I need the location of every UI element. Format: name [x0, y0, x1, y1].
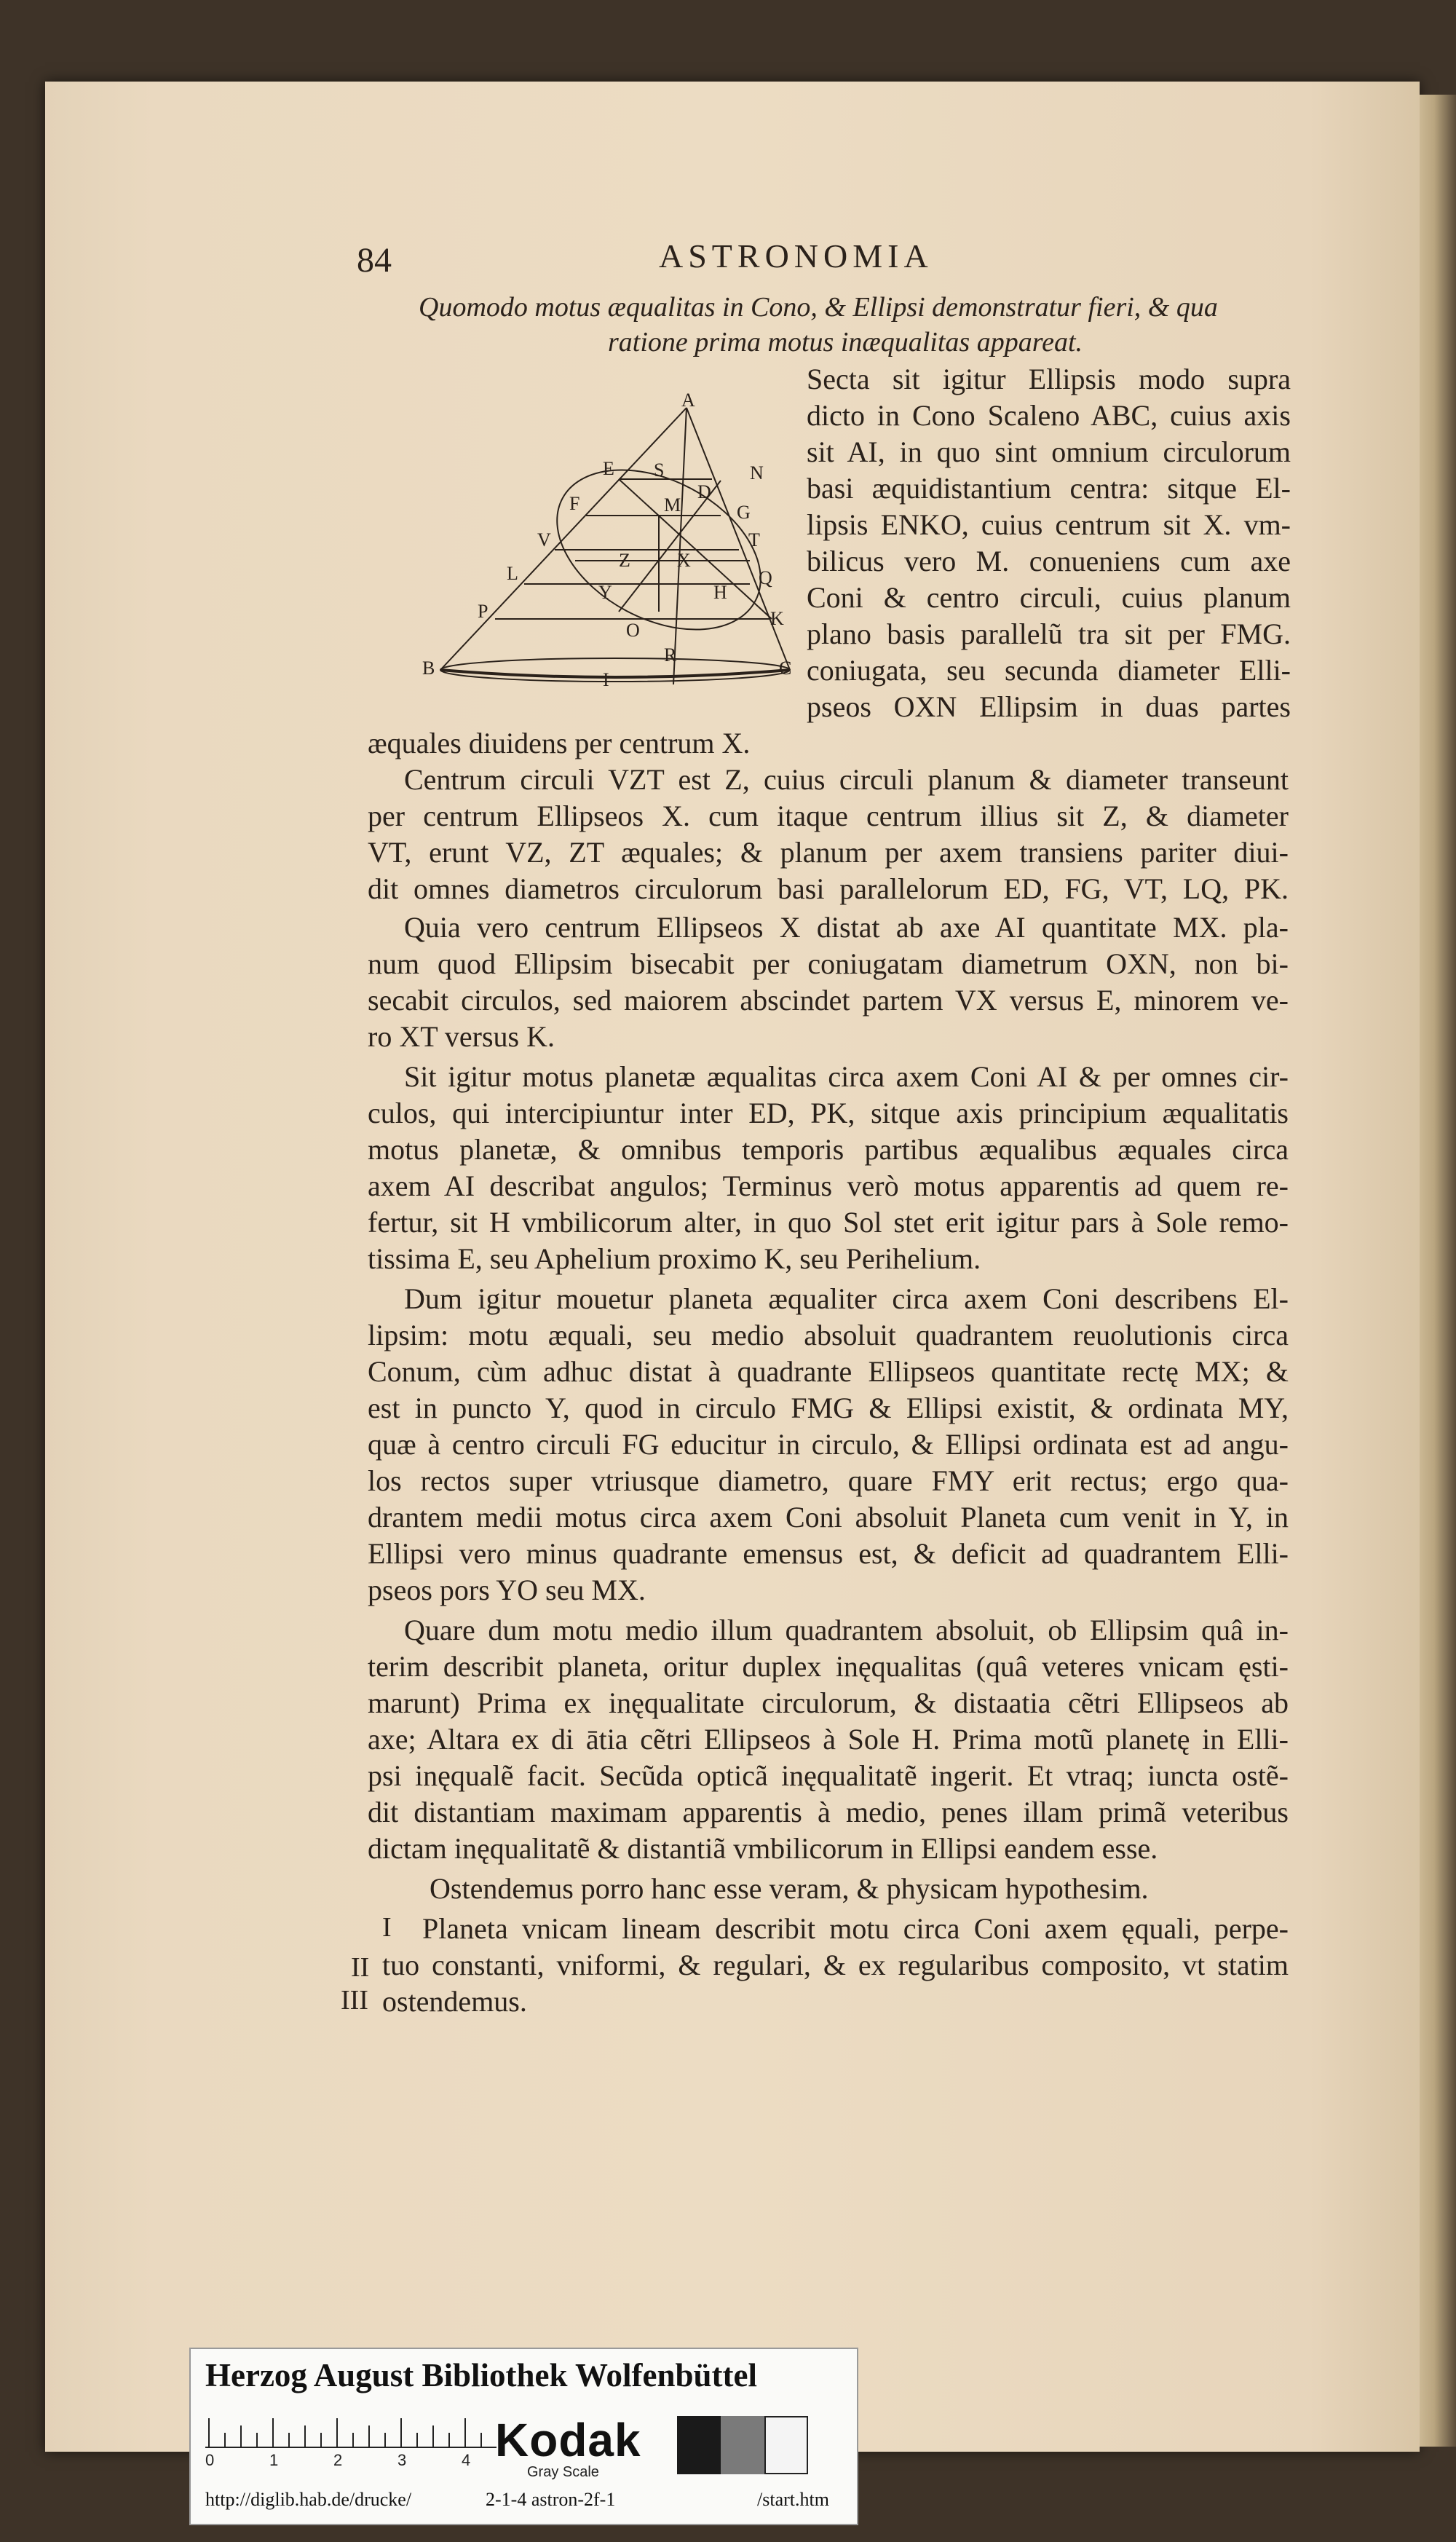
cone-axis	[673, 408, 687, 684]
text-line: secabit circulos, sed maiorem abscindet partem VX versus E, minorem ve-	[368, 984, 1289, 1017]
label-M: M	[664, 494, 681, 516]
text-line: lipsis ENKO, cuius centrum sit X. vm-	[807, 508, 1291, 541]
section-caption-line-1: Quomodo motus æqualitas in Cono, & Ellipsi demonstratur fieri, & qua	[419, 292, 1218, 323]
text-line: Quare dum motu medio illum quadrantem absoluit, ob Ellipsim quâ in-	[404, 1614, 1289, 1646]
ruler-numbers	[205, 2451, 496, 2473]
label-H: H	[713, 582, 727, 603]
text-line: coniugata, seu secunda diameter Elli-	[807, 654, 1291, 687]
text-line: pseos pors YO seu MX.	[368, 1574, 646, 1606]
library-name: Herzog August Bibliothek Wolfenbüttel	[205, 2357, 757, 2393]
text-line: lipsim: motu æquali, seu medio absoluit quadrantem reuolutionis circa	[368, 1319, 1289, 1351]
text-line: Dum igitur mouetur planeta æqualiter circa axem Coni describens El-	[404, 1282, 1289, 1315]
margin-number-2: II	[351, 1952, 370, 1983]
text-line: Sit igitur motus planetæ æqualitas circa axem Coni AI & per omnes cir-	[404, 1060, 1289, 1093]
ruler-number: 3	[397, 2451, 407, 2469]
text-line: psi inęqualẽ facit. Secũda opticã inęqualitatẽ ingerit. Et vtraq; iuncta ostẽ-	[368, 1759, 1289, 1792]
text-line: dicto in Cono Scaleno ABC, cuius axis	[807, 399, 1291, 432]
margin-number-1: I	[382, 1912, 392, 1943]
label-N: N	[750, 462, 764, 483]
ruler-number: 4	[462, 2451, 471, 2469]
section-caption-line-2: ratione prima motus inæqualitas appareat.	[608, 327, 1083, 358]
text-line: Quia vero centrum Ellipseos X distat ab axe AI quantitate MX. pla-	[404, 911, 1289, 944]
label-R: R	[664, 644, 677, 666]
label-L: L	[507, 563, 518, 584]
ruler-number: 2	[333, 2451, 343, 2469]
text-line: dit distantiam maximam apparentis à medio, penes illam primã veteribus	[368, 1796, 1289, 1828]
text-line: Centrum circuli VZT est Z, cuius circuli planum & diameter transeunt	[404, 763, 1289, 796]
text-line: quæ à centro circuli FG educitur in circulo, & Ellipsi ordinata est ad angu-	[368, 1428, 1289, 1461]
ruler-number: 0	[205, 2451, 215, 2469]
label-A: A	[681, 393, 695, 411]
text-line: Conum, cùm adhuc distat à quadrante Ellipseos quantitate rectę MX; &	[368, 1355, 1289, 1388]
digital-library-url: http://diglib.hab.de/drucke/	[205, 2489, 412, 2510]
text-line: est in puncto Y, quod in circulo FMG & Ellipsi existit, & ordinata MY,	[368, 1392, 1289, 1424]
text-line: dit omnes diametros circulorum basi parallelorum ED, FG, VT, LQ, PK.	[368, 872, 1289, 905]
label-T: T	[748, 529, 760, 550]
gray-swatch-black	[677, 2416, 721, 2474]
text-line: basi æquidistantium centra: sitque El-	[807, 472, 1291, 505]
text-line: fertur, sit H vmbilicorum alter, in quo Sol stet erit igitur pars à Sole remo-	[368, 1206, 1289, 1239]
text-line: Coni & centro circuli, cuius planum	[807, 581, 1291, 614]
text-line: axem AI describat angulos; Terminus verò motus apparentis ad quem re-	[368, 1169, 1289, 1202]
label-Z: Z	[619, 550, 630, 571]
label-X: X	[677, 550, 691, 571]
text-line: dictam inęqualitatẽ & distantiã vmbilicorum in Ellipsi eandem esse.	[368, 1832, 1158, 1865]
gray-swatch-white	[764, 2416, 808, 2474]
label-S: S	[654, 459, 665, 481]
text-line: Ellipsi vero minus quadrante emensus est, & deficit ad quadrantem Elli-	[368, 1537, 1289, 1570]
label-Y: Y	[598, 582, 612, 603]
text-line: per centrum Ellipseos X. cum itaque centrum illius sit Z, & diameter	[368, 800, 1289, 832]
page-number: 84	[357, 241, 392, 280]
text-line: terim describit planeta, oritur duplex inęqualitas (quâ veteres vnicam ęsti-	[368, 1650, 1289, 1683]
text-line: marunt) Prima ex inęqualitate circulorum, & distaatia cẽtri Ellipseos ab	[368, 1686, 1289, 1719]
text-line: VT, erunt VZ, ZT æquales; & planum per axem transiens pariter diui-	[368, 836, 1289, 869]
text-line: Planeta vnicam lineam describit motu circa Coni axem ęquali, perpe-	[422, 1912, 1289, 1945]
cone-left-edge	[440, 408, 687, 670]
text-line: culos, qui intercipiuntur inter ED, PK, sitque axis principium æqualitatis	[368, 1097, 1289, 1129]
digital-library-file-id: 2-1-4 astron-2f-1	[486, 2489, 616, 2510]
label-D: D	[697, 481, 711, 502]
label-P: P	[478, 601, 488, 622]
running-title: ASTRONOMIA	[659, 237, 933, 275]
label-I: I	[603, 669, 609, 690]
text-line: Secta sit igitur Ellipsis modo supra	[807, 363, 1291, 395]
label-F: F	[569, 493, 580, 514]
text-line: plano basis parallelũ tra sit per FMG.	[807, 617, 1291, 650]
text-line: motus planetæ, & omnibus temporis partibus æqualibus æquales circa	[368, 1133, 1289, 1166]
label-V: V	[537, 529, 551, 550]
text-line: los rectos super vtriusque diametro, quare FMY erit rectus; ergo qua-	[368, 1464, 1289, 1497]
label-K: K	[770, 608, 784, 629]
text-line: æquales diuidens per centrum X.	[368, 727, 751, 759]
digital-library-url-tail: /start.htm	[757, 2489, 829, 2510]
text-line: Ostendemus porro hanc esse veram, & physicam hypothesim.	[430, 1872, 1149, 1905]
label-B: B	[422, 658, 435, 679]
label-G: G	[737, 502, 751, 523]
label-Q: Q	[759, 567, 772, 588]
gray-scale-label: Gray Scale	[527, 2464, 599, 2480]
text-line: axe; Altara ex di ātia cẽtri Ellipseos à Sole H. Prima motũ planetę in Elli-	[368, 1723, 1289, 1756]
next-page-edge	[1420, 95, 1456, 2447]
text-line: sit AI, in quo sint omnium circulorum	[807, 435, 1291, 468]
cone-right-edge	[687, 408, 790, 670]
text-line: ostendemus.	[382, 1985, 527, 2018]
text-line: tissima E, seu Aphelium proximo K, seu Perihelium.	[368, 1242, 981, 1275]
gray-swatch-mid	[721, 2416, 764, 2474]
margin-number-3: III	[341, 1985, 368, 2016]
text-line: drantem medii motus circa axem Coni absoluit Planeta cum venit in Y, in	[368, 1501, 1289, 1534]
label-C: C	[779, 658, 792, 679]
text-line: bilicus vero M. conueniens cum axe	[807, 545, 1291, 577]
label-O: O	[626, 620, 640, 641]
cone-base-front	[440, 670, 790, 677]
ruler-number: 1	[269, 2451, 279, 2469]
text-line: ro XT versus K.	[368, 1020, 555, 1053]
scale-ruler	[205, 2415, 496, 2451]
text-line: num quod Ellipsim bisecabit per coniugatam diametrum OXN, non bi-	[368, 947, 1289, 980]
label-E: E	[603, 458, 614, 479]
cone-ellipse-diagram	[408, 393, 801, 706]
text-line: pseos OXN Ellipsim in duas partes	[807, 690, 1291, 723]
library-footer-card	[189, 2348, 858, 2525]
text-line: tuo constanti, vniformi, & regulari, & ex regularibus composito, vt statim	[382, 1949, 1289, 1981]
kodak-logo: Kodak	[495, 2414, 641, 2466]
